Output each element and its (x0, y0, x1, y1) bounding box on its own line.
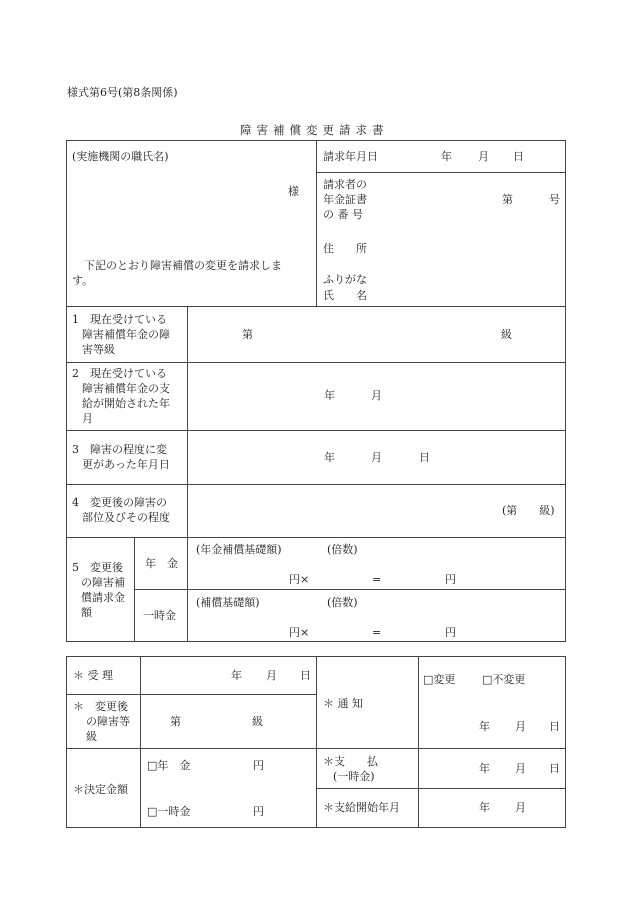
row5-lump-label: 一時金 (143, 609, 176, 622)
notice-label: ＊ 通 知 (323, 697, 363, 710)
payment-year: 年 (479, 762, 490, 775)
divider (140, 656, 141, 828)
pension-cert-label-3: の 番 号 (323, 208, 363, 221)
row2-label-4: 月 (82, 412, 93, 425)
date-month: 月 (478, 150, 489, 163)
changed-grade-label-3: 級 (86, 730, 97, 743)
notice-day: 日 (549, 720, 560, 733)
accept-month: 月 (266, 669, 277, 682)
payment-day: 日 (549, 762, 560, 775)
accept-year: 年 (231, 669, 242, 682)
form-number: 様式第6号(第8条関係) (67, 86, 178, 99)
sama-label: 様 (288, 185, 299, 198)
addressee-label: (実施機関の職氏名) (72, 150, 169, 163)
change-option-checkbox[interactable]: □変更 (423, 673, 456, 686)
row1-kyu: 級 (501, 328, 512, 341)
row1-label-1: 1 現在受けている (72, 313, 167, 326)
row5-label-2: の障害補 (81, 576, 125, 589)
date-year: 年 (441, 150, 452, 163)
row2-year: 年 (324, 389, 335, 402)
divider (418, 656, 419, 828)
start-month-label: ＊支給開始年月 (323, 801, 400, 814)
divider (134, 589, 566, 590)
row5-pension-base-label: (年金補償基礎額) (196, 543, 282, 556)
row4-label-2: 部位及びその程度 (82, 511, 170, 524)
divider (66, 537, 566, 538)
row1-dai: 第 (242, 328, 253, 341)
row4-grade: (第 級) (502, 504, 555, 517)
row5-label-3: 償請求金 (81, 591, 125, 604)
row5-lump-base-label: (補償基礎額) (196, 596, 260, 609)
row5-pension-multiplier: (倍数) (327, 543, 358, 556)
row1-label-3: 害等級 (82, 343, 115, 356)
row5-pension-yen-x: 円× (289, 573, 310, 586)
changed-grade-dai: 第 (170, 715, 181, 728)
accept-label: ＊ 受 理 (73, 669, 113, 682)
changed-grade-label-1: ＊ 変更後 (73, 700, 128, 713)
pension-cert-label-2: 年金証書 (323, 193, 367, 206)
divider (316, 656, 317, 828)
row5-lump-equals: = (372, 626, 382, 639)
divider (316, 172, 566, 173)
cert-dai: 第 (502, 193, 513, 206)
row5-label-4: 額 (81, 606, 92, 619)
row4-label-1: 4 変更後の障害の (72, 496, 167, 509)
decided-pension-yen: 円 (253, 759, 264, 772)
divider (187, 306, 188, 537)
changed-grade-kyu: 級 (252, 715, 263, 728)
accept-day: 日 (300, 669, 311, 682)
divider (316, 788, 566, 789)
decided-amount-label: ＊決定金額 (73, 783, 128, 796)
row3-label-2: 更があった年月日 (82, 458, 170, 471)
notice-month: 月 (515, 720, 526, 733)
divider (66, 362, 566, 363)
row5-pension-label: 年 金 (145, 557, 178, 570)
no-change-option-checkbox[interactable]: □不変更 (482, 673, 526, 686)
payment-label-1: ＊支 払 (323, 755, 378, 768)
address-label: 住 所 (323, 242, 367, 255)
request-text-line1: 下記のとおり障害補償の変更を請求しま (84, 259, 282, 272)
decided-lump-yen: 円 (253, 805, 264, 818)
row5-pension-yen: 円 (445, 573, 456, 586)
row5-lump-yen: 円 (445, 626, 456, 639)
start-year: 年 (479, 801, 490, 814)
row3-label-1: 3 障害の程度に変 (72, 443, 167, 456)
payment-month: 月 (515, 762, 526, 775)
divider (66, 748, 566, 749)
row3-day: 日 (419, 451, 430, 464)
row2-label-1: 2 現在受けている (72, 367, 167, 380)
notice-year: 年 (479, 720, 490, 733)
decided-lump-checkbox[interactable]: □一時金 (147, 805, 191, 818)
row5-lump-multiplier: (倍数) (327, 596, 358, 609)
form-title: 障害補償変更請求書 (240, 123, 389, 137)
cert-gou: 号 (549, 193, 560, 206)
date-day: 日 (513, 150, 524, 163)
divider (66, 694, 316, 695)
row5-label-1: 5 変更後 (72, 561, 123, 574)
name-label: 氏 名 (323, 289, 367, 302)
row2-label-3: 給が開始された年 (82, 397, 170, 410)
row5-pension-equals: = (372, 573, 382, 586)
row1-label-2: 障害補償年金の障 (82, 328, 170, 341)
row2-label-2: 障害補償年金の支 (82, 382, 170, 395)
row2-month: 月 (371, 389, 382, 402)
row3-year: 年 (324, 451, 335, 464)
divider (316, 140, 317, 306)
divider (66, 430, 566, 431)
request-date-label: 請求年月日 (323, 150, 378, 163)
divider (66, 484, 566, 485)
start-month: 月 (515, 801, 526, 814)
pension-cert-label-1: 請求者の (323, 178, 367, 191)
changed-grade-label-2: の障害等 (86, 715, 130, 728)
row5-lump-yen-x: 円× (289, 626, 310, 639)
decided-pension-checkbox[interactable]: □年 金 (147, 759, 191, 772)
request-text-line2: す。 (72, 274, 94, 287)
row3-month: 月 (371, 451, 382, 464)
payment-label-2: (一時金) (333, 770, 375, 783)
divider (66, 306, 566, 307)
furigana-label: ふりがな (323, 273, 367, 286)
